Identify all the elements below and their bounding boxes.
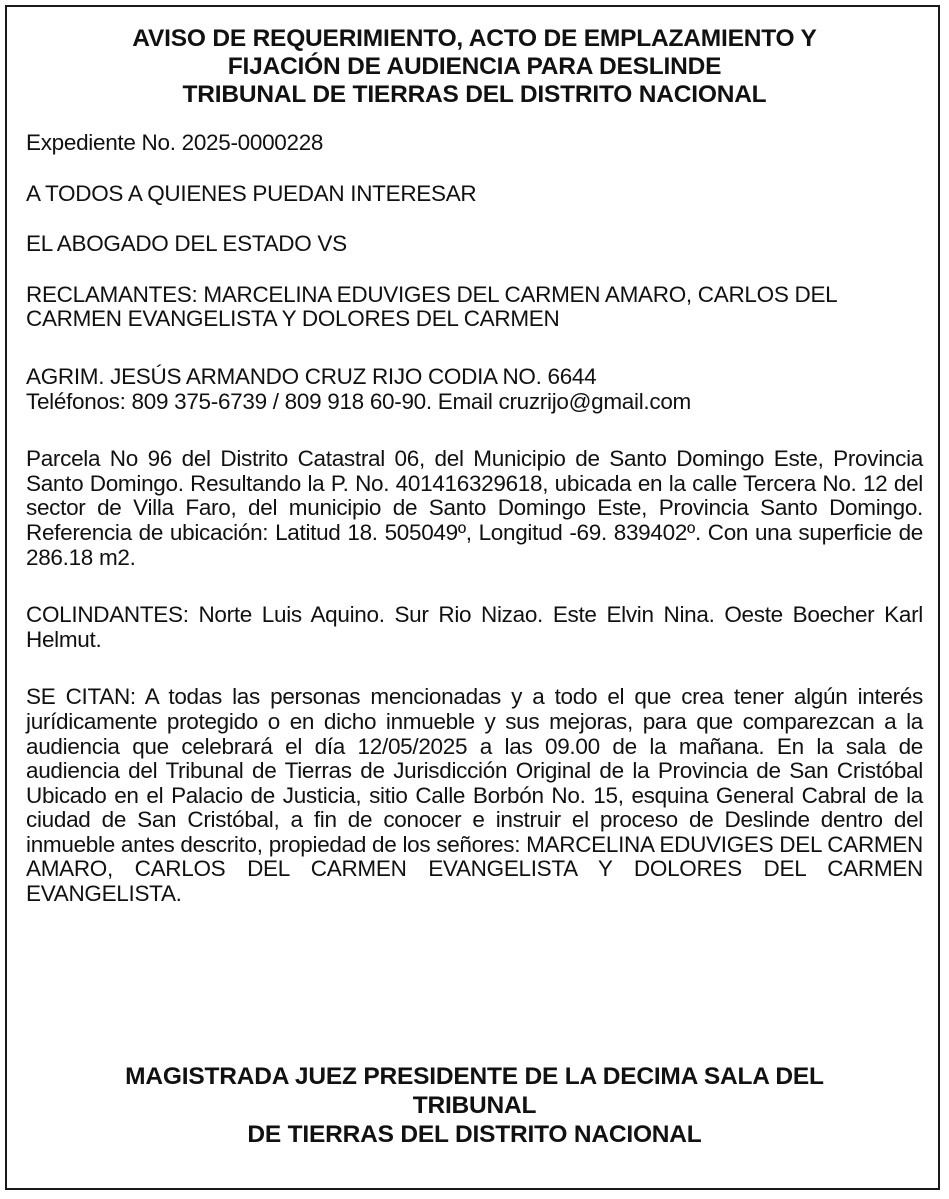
summons-text: SE CITAN: A todas las personas mencionadas y a todo el que crea tener algún interés jurídicamente protegido o en dicho inmueble y sus mejoras, para que comparezcan a la audiencia que celebrará el día 12/05/2025 a las 09.00 de la mañana. En la sala de audiencia del Tribunal de Tierras de Jurisdicción Original de la Provincia de San Cristóbal Ubicado en el Palacio de Justicia, sitio Calle Borbón No. 15, esquina General Cabral de la ciudad de San Cristóbal, a fin de conocer e instruir el proceso de Deslinde dentro del inmueble antes descrito, propiedad de los señores: MARCELINA EDUVIGES DEL CARMEN AMARO, CARLOS DEL CARMEN EVANGELISTA Y DOLORES DEL CARMEN EVANGELISTA. [26,684,923,907]
legal-notice [5,5,940,1190]
signature-line-1: MAGISTRADA JUEZ PRESIDENTE DE LA DECIMA SALA DEL [125,1063,824,1090]
parties: EL ABOGADO DEL ESTADO VS [26,231,347,257]
signature-line-3: DE TIERRAS DEL DISTRITO NACIONAL [247,1121,702,1148]
surveyor-name: AGRIM. JESÚS ARMANDO CRUZ RIJO CODIA NO. 6644 [26,363,597,389]
title-line-2: FIJACIÓN DE AUDIENCIA PARA DESLINDE [227,53,722,80]
expediente-number: Expediente No. 2025-0000228 [26,130,324,155]
signature-line-2: TRIBUNAL [412,1092,537,1119]
notice-title [27,25,922,109]
title-line-1: AVISO DE REQUERIMIENTO, ACTO DE EMPLAZAMIENTO Y [132,25,817,52]
title-line-3: TRIBUNAL DE TIERRAS DEL DISTRITO NACIONAL [182,81,767,108]
addressees: A TODOS A QUIENES PUEDAN INTERESAR [26,180,477,206]
adjoining-owners: COLINDANTES: Norte Luis Aquino. Sur Rio Nizao. Este Elvin Nina. Oeste Boecher Karl Helmut. [26,602,923,652]
signature-block [27,1062,922,1149]
surveyor-contact: Teléfonos: 809 375-6739 / 809 918 60-90. Email cruzrijo@gmail.com [26,388,691,414]
claimants: RECLAMANTES: MARCELINA EDUVIGES DEL CARMEN AMARO, CARLOS DEL CARMEN EVANGELISTA Y DOLORES DEL CARMEN [26,281,837,332]
notice-body [26,131,923,907]
parcel-description: Parcela No 96 del Distrito Catastral 06, del Municipio de Santo Domingo Este, Provincia Santo Domingo. Resultando la P. No. 401416329618, ubicada en la calle Tercera No. 12 del sector de Villa Faro, del municipio de Santo Domingo Este, Provincia Santo Domingo. Referencia de ubicación: Latitud 18. 505049º, Longitud -69. 839402º. Con una superficie de 286.18 m2. [26,446,923,570]
